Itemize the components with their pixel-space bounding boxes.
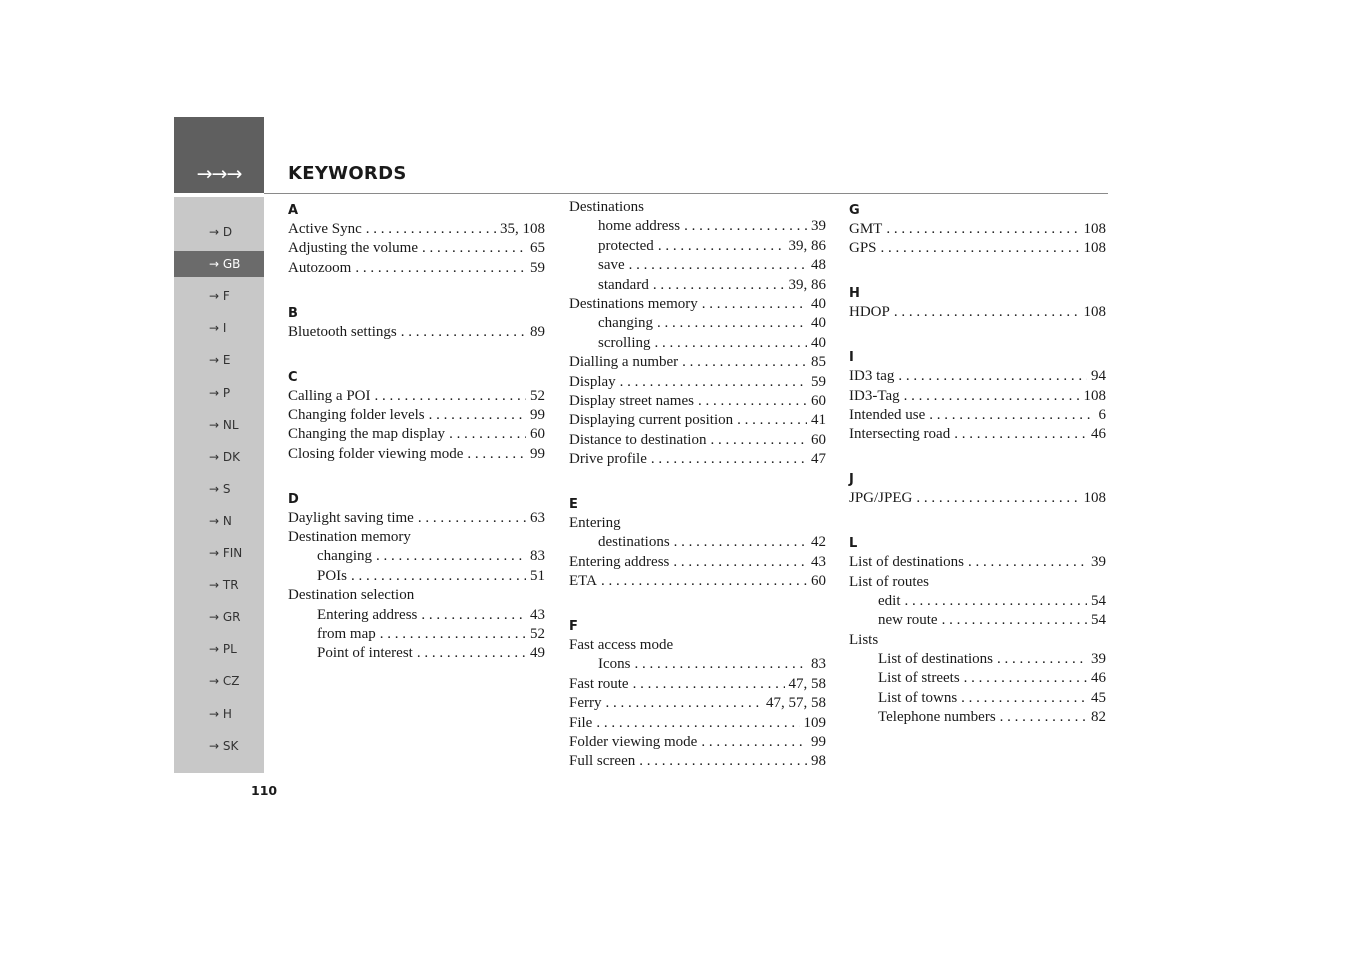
index-subentry (569, 217, 826, 236)
section-letter: E (569, 496, 578, 512)
entry-term: protected (598, 237, 654, 254)
entry-term: Distance to destination (569, 431, 707, 448)
language-tab-gb[interactable]: → GB (174, 251, 264, 277)
entry-page-numbers: 59 (530, 259, 545, 276)
entry-term: Display street names (569, 392, 694, 409)
dot-leader (467, 445, 526, 464)
entry-term: POIs (317, 567, 348, 584)
dot-leader (601, 572, 807, 591)
dot-leader (881, 239, 1080, 258)
dot-leader (954, 425, 1087, 444)
index-entry (569, 411, 826, 430)
entry-term: Bluetooth settings (288, 323, 397, 340)
entry-page-numbers: 40 (811, 295, 826, 312)
entry-page-numbers: 99 (530, 406, 545, 423)
dot-leader (964, 669, 1087, 688)
entry-page-numbers: 99 (811, 733, 826, 750)
entry-page-numbers: 108 (1083, 240, 1106, 257)
entry-page-numbers: 54 (1091, 592, 1106, 609)
section-letter: D (288, 491, 299, 507)
entry-page-numbers: 6 (1098, 406, 1106, 423)
dot-leader (904, 387, 1080, 406)
dot-leader (655, 334, 808, 353)
index-subentry (849, 689, 1106, 708)
entry-page-numbers: 39 (1091, 651, 1106, 668)
entry-page-numbers: 39, 86 (788, 276, 826, 293)
index-subentry (849, 669, 1106, 688)
entry-term: Intersecting road (849, 426, 951, 443)
entry-page-numbers: 47, 57, 58 (766, 695, 826, 712)
section-spacer (569, 469, 826, 492)
dot-leader (376, 547, 526, 566)
entry-term: Point of interest (317, 645, 413, 662)
language-tab-pl[interactable]: → PL (209, 642, 237, 657)
index-heading-entry: Destination selection (288, 587, 415, 604)
entry-term: ID3-Tag (849, 387, 900, 404)
dot-leader (355, 259, 526, 278)
index-subentry (569, 533, 826, 552)
entry-term: Destinations memory (569, 295, 698, 312)
header-divider (264, 193, 1108, 194)
index-entry (849, 239, 1106, 258)
entry-page-numbers: 40 (811, 334, 826, 351)
index-entry (849, 553, 1106, 572)
index-entry (849, 367, 1106, 386)
entry-page-numbers: 83 (811, 656, 826, 673)
index-column-2 (569, 198, 826, 772)
entry-term: new route (878, 612, 938, 629)
index-subentry (569, 276, 826, 295)
index-subentry (849, 592, 1106, 611)
index-subentry (849, 611, 1106, 630)
dot-leader (417, 644, 526, 663)
dot-leader (682, 353, 807, 372)
index-heading-entry: Entering (569, 514, 621, 531)
entry-term: Intended use (849, 406, 926, 423)
entry-term: ID3 tag (849, 368, 895, 385)
dot-leader (702, 295, 807, 314)
index-entry (288, 259, 545, 278)
entry-term: Ferry (569, 695, 602, 712)
entry-page-numbers: 59 (811, 373, 826, 390)
index-entry (849, 425, 1106, 444)
index-heading-entry: Destinations (569, 199, 644, 215)
dot-leader (916, 489, 1079, 508)
entry-page-numbers: 51 (530, 567, 545, 584)
index-entry (569, 373, 826, 392)
entry-term: Changing folder levels (288, 406, 425, 423)
dot-leader (606, 694, 763, 713)
index-subentry (288, 547, 545, 566)
index-subentry (849, 650, 1106, 669)
index-entry (288, 509, 545, 528)
index-heading-entry: Lists (849, 631, 879, 648)
dot-leader (421, 606, 526, 625)
index-entry (569, 675, 826, 694)
arrows-icon: →→→ (196, 163, 242, 185)
entry-term: Changing the map display (288, 426, 446, 443)
entry-page-numbers: 39 (811, 218, 826, 235)
entry-page-numbers: 89 (530, 323, 545, 340)
entry-term: save (598, 257, 625, 274)
entry-term: home address (598, 218, 681, 235)
entry-term: Entering address (569, 553, 670, 570)
index-subentry (288, 625, 545, 644)
entry-page-numbers: 60 (811, 573, 826, 590)
entry-term: Fast route (569, 675, 629, 692)
index-heading-entry: Fast access mode (569, 637, 674, 654)
index-subentry (569, 655, 826, 674)
index-subentry (569, 237, 826, 256)
index-entry (569, 733, 826, 752)
dot-leader (886, 220, 1079, 239)
index-subentry (849, 708, 1106, 727)
entry-page-numbers: 54 (1091, 612, 1106, 629)
language-tab-h[interactable]: → H (209, 706, 232, 721)
header-block (174, 117, 264, 193)
entry-page-numbers: 108 (1083, 490, 1106, 507)
entry-term: changing (598, 315, 653, 332)
entry-page-numbers: 40 (811, 315, 826, 332)
dot-leader (737, 411, 807, 430)
index-entry (288, 220, 545, 239)
dot-leader (401, 323, 526, 342)
section-letter: A (288, 203, 299, 218)
entry-page-numbers: 60 (530, 426, 545, 443)
language-tab-d[interactable]: → D (209, 225, 233, 239)
index-entry (288, 425, 545, 444)
entry-page-numbers: 108 (1083, 387, 1106, 404)
index-entry (849, 406, 1106, 425)
entry-page-numbers: 42 (811, 534, 826, 551)
entry-page-numbers: 49 (530, 645, 545, 662)
entry-term: Closing folder viewing mode (288, 445, 464, 462)
entry-page-numbers: 48 (811, 257, 826, 274)
entry-page-numbers: 47, 58 (788, 675, 826, 692)
index-entry (569, 295, 826, 314)
entry-page-numbers: 46 (1091, 670, 1106, 687)
entry-term: HDOP (849, 304, 890, 321)
entry-term: Folder viewing mode (569, 733, 698, 750)
dot-leader (894, 303, 1080, 322)
language-tab-s[interactable]: → S (209, 481, 231, 496)
index-column-3 (849, 198, 1106, 728)
entry-page-numbers: 108 (1083, 221, 1106, 237)
entry-term: ETA (569, 573, 597, 590)
language-tab-f[interactable]: → F (209, 289, 230, 304)
entry-term: changing (317, 548, 372, 565)
dot-leader (968, 553, 1087, 572)
index-subentry (569, 256, 826, 275)
entry-page-numbers: 65 (530, 240, 545, 257)
entry-page-numbers: 60 (811, 431, 826, 448)
entry-term: scrolling (598, 334, 651, 351)
index-subentry (569, 314, 826, 333)
dot-leader (380, 625, 526, 644)
entry-term: JPG/JPEG (849, 490, 913, 507)
section-letter: I (849, 350, 854, 366)
dot-leader (701, 733, 807, 752)
entry-page-numbers: 45 (1091, 689, 1106, 706)
dot-leader (997, 650, 1087, 669)
index-entry (569, 694, 826, 713)
index-entry (849, 489, 1106, 508)
entry-page-numbers: 109 (803, 714, 826, 731)
entry-term: Adjusting the volume (288, 240, 418, 257)
language-tab-dk[interactable]: → DK (209, 449, 240, 464)
language-tab-e[interactable]: → E (209, 353, 231, 368)
entry-term: Dialling a number (569, 354, 679, 371)
entry-page-numbers: 41 (811, 412, 826, 429)
entry-page-numbers: 108 (1083, 304, 1106, 321)
section-spacer (849, 259, 1106, 282)
dot-leader (449, 425, 526, 444)
entry-term: List of destinations (849, 554, 964, 571)
entry-term: destinations (598, 534, 670, 551)
entry-page-numbers: 99 (530, 445, 545, 462)
index-heading-entry: Destination memory (288, 529, 411, 546)
section-spacer (569, 592, 826, 615)
dot-leader (710, 431, 807, 450)
index-subentry (288, 606, 545, 625)
dot-leader (422, 239, 526, 258)
entry-term: Icons (598, 656, 631, 673)
dot-leader (429, 406, 526, 425)
entry-term: GMT (849, 221, 883, 237)
dot-leader (658, 237, 785, 256)
index-entry (569, 353, 826, 372)
language-tab-nl[interactable]: → NL (209, 417, 239, 432)
entry-term: List of destinations (878, 651, 993, 668)
dot-leader (639, 752, 807, 771)
index-entry (849, 303, 1106, 322)
dot-leader (620, 373, 807, 392)
language-tab-cz[interactable]: → CZ (209, 674, 240, 689)
language-tab-sk[interactable]: → SK (209, 738, 239, 753)
entry-page-numbers: 94 (1091, 368, 1106, 385)
index-entry (288, 239, 545, 258)
entry-term: standard (598, 276, 649, 293)
language-tab-p[interactable]: → P (209, 385, 231, 400)
index-entry (288, 445, 545, 464)
index-entry (569, 752, 826, 771)
dot-leader (375, 387, 527, 406)
entry-term: List of streets (878, 670, 960, 687)
index-heading-entry: List of routes (849, 573, 929, 590)
dot-leader (673, 553, 807, 572)
entry-term: Telephone numbers (878, 709, 996, 726)
index-entry (569, 450, 826, 469)
entry-term: Displaying current position (569, 412, 734, 429)
dot-leader (657, 314, 807, 333)
entry-page-numbers: 83 (530, 548, 545, 565)
dot-leader (596, 714, 799, 733)
entry-term: from map (317, 625, 376, 642)
language-sidebar (174, 197, 264, 773)
section-spacer (849, 445, 1106, 468)
entry-term: GPS (849, 240, 877, 257)
entry-term: Entering address (317, 606, 418, 623)
language-tab-i[interactable]: → I (209, 321, 227, 336)
index-entry (288, 323, 545, 342)
index-entry (569, 431, 826, 450)
section-spacer (288, 278, 545, 301)
section-spacer (288, 464, 545, 487)
section-letter: H (849, 286, 860, 302)
page-title: KEYWORDS (288, 163, 407, 184)
entry-page-numbers: 39 (1091, 554, 1106, 571)
entry-term: Autozoom (288, 259, 352, 276)
dot-leader (653, 276, 785, 295)
page-number: 110 (251, 783, 278, 798)
dot-leader (651, 450, 807, 469)
section-spacer (849, 323, 1106, 346)
dot-leader (942, 611, 1087, 630)
index-entry (849, 387, 1106, 406)
language-tab-tr[interactable]: → TR (209, 578, 239, 593)
index-column-1 (288, 198, 545, 664)
entry-page-numbers: 35, 108 (500, 221, 545, 237)
index-entry (569, 572, 826, 591)
section-letter: F (569, 619, 578, 635)
section-letter: J (849, 472, 854, 488)
dot-leader (633, 675, 785, 694)
dot-leader (929, 406, 1094, 425)
index-entry (569, 714, 826, 733)
entry-term: Active Sync (288, 221, 362, 237)
index-subentry (288, 567, 545, 586)
index-subentry (569, 334, 826, 353)
dot-leader (629, 256, 807, 275)
entry-page-numbers: 85 (811, 354, 826, 371)
dot-leader (635, 655, 808, 674)
entry-page-numbers: 46 (1091, 426, 1106, 443)
dot-leader (1000, 708, 1087, 727)
language-tab-n[interactable]: → N (209, 513, 232, 528)
dot-leader (961, 689, 1087, 708)
entry-page-numbers: 43 (530, 606, 545, 623)
entry-term: edit (878, 592, 901, 609)
dot-leader (351, 567, 526, 586)
index-entry (569, 392, 826, 411)
entry-term: Drive profile (569, 451, 647, 468)
entry-term: Full screen (569, 753, 636, 770)
entry-term: Daylight saving time (288, 509, 414, 526)
section-letter: B (288, 305, 298, 321)
entry-page-numbers: 98 (811, 753, 826, 770)
index-subentry (288, 644, 545, 663)
dot-leader (698, 392, 807, 411)
entry-page-numbers: 60 (811, 392, 826, 409)
section-spacer (849, 509, 1106, 532)
entry-page-numbers: 47 (811, 451, 826, 468)
language-tab-fin[interactable]: → FIN (209, 546, 243, 560)
section-letter: C (288, 369, 298, 385)
section-letter: G (849, 203, 860, 218)
dot-leader (366, 220, 496, 239)
entry-term: List of towns (878, 689, 958, 706)
language-tab-gr[interactable]: → GR (209, 610, 241, 625)
dot-leader (674, 533, 807, 552)
dot-leader (898, 367, 1087, 386)
entry-page-numbers: 43 (811, 553, 826, 570)
dot-leader (905, 592, 1088, 611)
entry-page-numbers: 63 (530, 509, 545, 526)
section-spacer (288, 342, 545, 365)
entry-page-numbers: 82 (1091, 709, 1106, 726)
entry-term: Display (569, 373, 616, 390)
entry-term: File (569, 714, 593, 731)
entry-term: Calling a POI (288, 387, 371, 404)
entry-page-numbers: 52 (530, 625, 545, 642)
index-entry (288, 387, 545, 406)
index-entry (569, 553, 826, 572)
index-entry (288, 406, 545, 425)
index-entry (849, 220, 1106, 239)
dot-leader (418, 509, 526, 528)
dot-leader (684, 217, 807, 236)
entry-page-numbers: 39, 86 (788, 237, 826, 254)
entry-page-numbers: 52 (530, 387, 545, 404)
section-letter: L (849, 536, 858, 552)
